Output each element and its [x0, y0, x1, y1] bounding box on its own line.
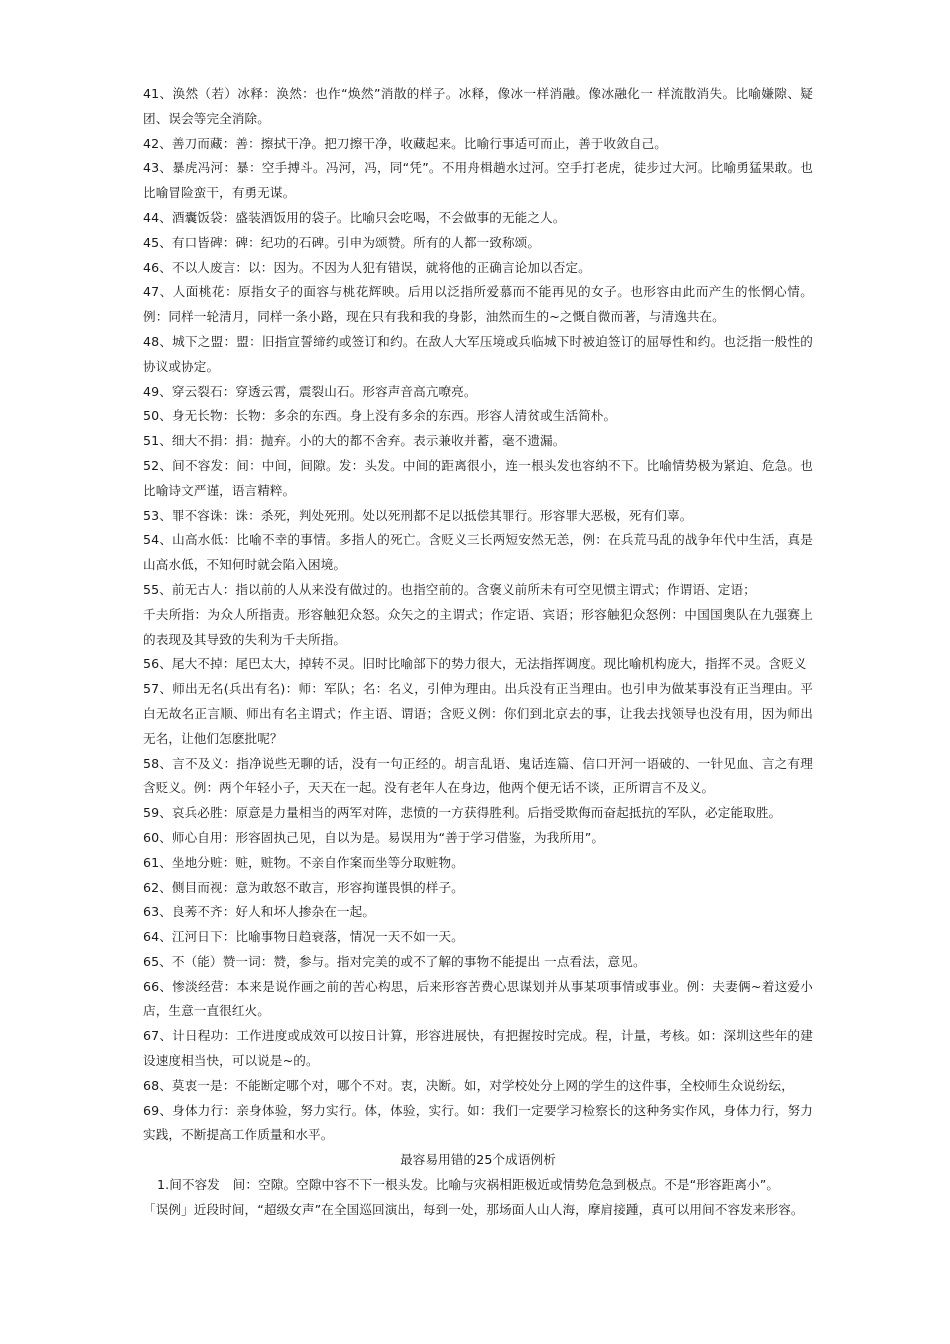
- idiom-entry-50: 50、身无长物：长物：多余的东西。身上没有多余的东西。形容人清贫或生活简朴。: [143, 408, 617, 424]
- idiom-entry-67: 67、计日程功：工作进度或成效可以按日计算，形容进展快，有把握按时完成。程，计量，考核。如：深圳这些年的建设速度相当快，可以说是~的。: [143, 1028, 813, 1069]
- error-example: 「误例」近段时间，“超级女声”在全国巡回演出，每到一处，那场面人山人海，摩肩接踵，真可以用间不容发来形容。: [143, 1201, 804, 1217]
- idiom-entry-55: 55、前无古人：指以前的人从来没有做过的。也指空前的。含褒义前所未有可空见惯主谓式；作谓语、定语；: [143, 581, 756, 597]
- idiom-entry-53: 53、罪不容诛：诛：杀死，判处死刑。处以死刑都不足以抵偿其罪行。形容罪大恶极，死有们辜。: [143, 507, 693, 523]
- idiom-entry-69: 69、身体力行：亲身体验，努力实行。体，体验，实行。如：我们一定要学习检察长的这种务实作风，身体力行，努力实践，不断提高工作质量和水平。: [143, 1102, 813, 1143]
- idiom-entry-45: 45、有口皆碑：碑：纪功的石碑。引申为颂赞。所有的人都一致称颂。: [143, 234, 541, 250]
- section-item-1: 1.间不容发 间：空隙。空隙中容不下一根头发。比喻与灾祸相距极近或情势危急到极点。不是“形容距离小”。: [157, 1177, 780, 1193]
- idiom-entry-66: 66、惨淡经营：本来是说作画之前的苦心构思，后来形容苦费心思谋划并从事某项事情或事业。例：夫妻俩~着这爱小店，生意一直很红火。: [143, 978, 813, 1019]
- idiom-entry-46: 46、不以人废言：以：因为。不因为人犯有错误，就将他的正确言论加以否定。: [143, 259, 591, 275]
- idiom-entry-43: 43、暴虎冯河：暴：空手搏斗。冯河，冯，同“凭”。不用舟楫趟水过河。空手打老虎，徒步过大河。比喻勇猛果敢。也比喻冒险蛮干，有勇无谋。: [143, 160, 813, 201]
- idiom-entry-65: 65、不（能）赞一词：赞，参与。指对完美的或不了解的事物不能提出 一点看法，意见。: [143, 953, 646, 969]
- section-heading: 最容易用错的25个成语例析: [400, 1152, 556, 1168]
- idiom-entry-59: 59、哀兵必胜：原意是力量相当的两军对阵，悲愤的一方获得胜利。后指受欺侮而奋起抵抗的军队，必定能取胜。: [143, 805, 782, 821]
- idiom-entry-55-continued: 千夫所指：为众人所指责。形容触犯众怒。众矢之的主谓式；作定语、宾语；形容触犯众怒例：中国国奥队在九强赛上的表现及其导致的失利为千夫所指。: [143, 606, 813, 647]
- idiom-entry-42: 42、善刀而藏：善：擦拭干净。把刀擦干净，收藏起来。比喻行事适可而止，善于收敛自己。: [143, 135, 667, 151]
- idiom-entry-47: 47、人面桃花：原指女子的面容与桃花辉映。后用以泛指所爱慕而不能再见的女子。也形容由此而产生的怅惘心情。例：同样一轮清月，同样一条小路，现在只有我和我的身影，油然而生的~之慨自微而著，与清逸共在。: [143, 284, 813, 325]
- document-body: [143, 82, 813, 1223]
- idiom-entry-63: 63、良莠不齐：好人和坏人掺杂在一起。: [143, 904, 376, 920]
- idiom-entry-52: 52、间不容发：间：中间，间隙。发：头发。中间的距离很小，连一根头发也容纳不下。比喻情势极为紧迫、危急。也比喻诗文严谨，语言精粹。: [143, 457, 813, 498]
- idiom-entry-49: 49、穿云裂石：穿透云霄，震裂山石。形容声音高亢嘹亮。: [143, 383, 477, 399]
- idiom-entry-61: 61、坐地分赃：赃，赃物。不亲自作案而坐等分取赃物。: [143, 854, 464, 870]
- idiom-entry-60: 60、师心自用：形容固执己见，自以为是。易误用为“善于学习借鉴，为我所用”。: [143, 829, 605, 845]
- idiom-entry-48: 48、城下之盟：盟：旧指宣誓缔约或签订和约。在敌人大军压境或兵临城下时被迫签订的屈辱性和约。也泛指一般性的协议或协定。: [143, 333, 813, 374]
- idiom-entry-64: 64、江河日下：比喻事物日趋衰落，情况一天不如一天。: [143, 929, 464, 945]
- idiom-entry-56: 56、尾大不掉：尾巴太大，掉转不灵。旧时比喻部下的势力很大，无法指挥调度。现比喻机构庞大，指挥不灵。含贬义: [143, 656, 807, 672]
- idiom-entry-51: 51、细大不捐：捐：抛弃。小的大的都不舍弃。表示兼收并蓄，毫不遗漏。: [143, 433, 566, 449]
- idiom-entry-68: 68、莫衷一是：不能断定哪个对，哪个不对。衷，决断。如，对学校处分上网的学生的这件事，全校师生众说纷纭，: [143, 1077, 794, 1093]
- idiom-entry-44: 44、酒囊饭袋：盛装酒饭用的袋子。比喻只会吃喝，不会做事的无能之人。: [143, 209, 566, 225]
- idiom-entry-41: 41、涣然（若）冰释：涣然：也作“焕然”消散的样子。冰释，像冰一样消融。像冰融化一 样流散消失。比喻嫌隙、疑团、误会等完全消除。: [143, 86, 813, 126]
- idiom-entry-62: 62、侧目而视：意为敢怒不敢言，形容拘谨畏惧的样子。: [143, 879, 464, 895]
- idiom-entry-54: 54、山高水低：比喻不幸的事情。多指人的死亡。含贬义三长两短安然无恙，例：在兵荒马乱的战争年代中生活，真是山高水低，不知何时就会陷入困境。: [143, 532, 813, 573]
- idiom-entry-57: 57、师出无名(兵出有名)：师：军队；名：名义，引伸为理由。出兵没有正当理由。也引申为做某事没有正当理由。平白无故名正言顺、师出有名主谓式；作主语、谓语；含贬义例：你们到北京去的事，让我去找领导也没有用，因为师出无名，让他们怎麽批呢？: [143, 681, 813, 746]
- idiom-entry-58: 58、言不及义：指净说些无聊的话，没有一句正经的。胡言乱语、鬼话连篇、信口开河一语破的、一针见血、言之有理含贬义。例：两个年轻小子，天天在一起。没有老年人在身边，他两个便无话不谈，正所谓言不及义。: [143, 755, 813, 796]
